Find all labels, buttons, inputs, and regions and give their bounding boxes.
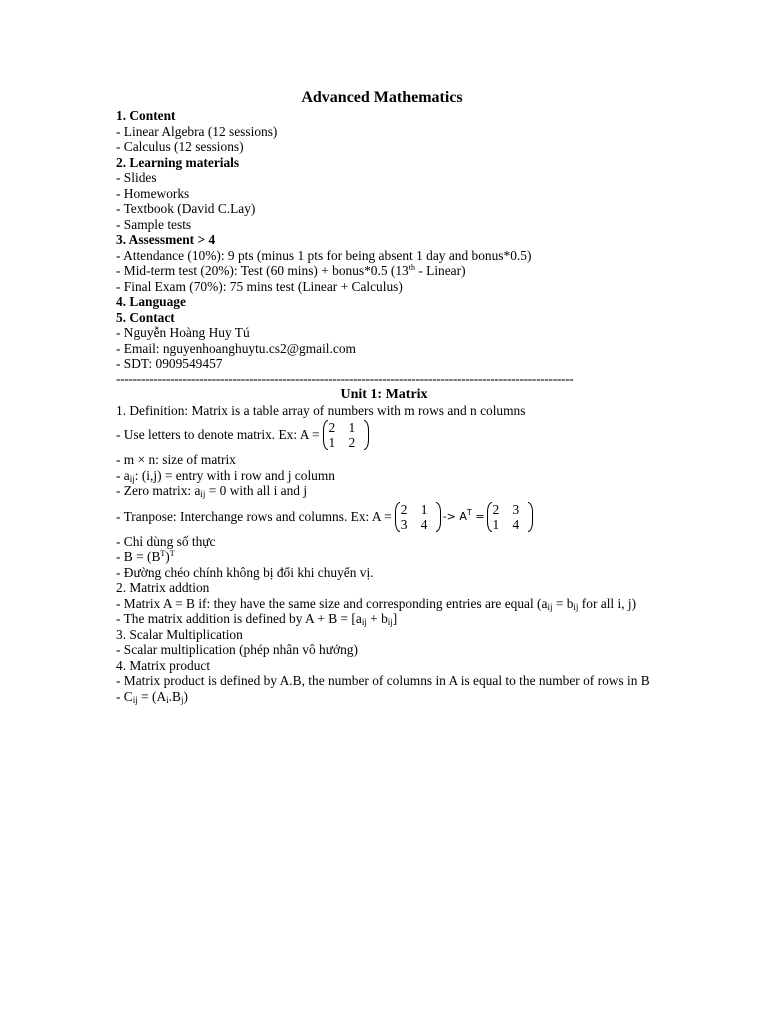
- matrix-entry: 2: [492, 501, 500, 517]
- document-title: Advanced Mathematics: [301, 89, 463, 106]
- text-span: - a: [116, 467, 130, 483]
- text-span: = b: [552, 595, 574, 611]
- matrix-entry: 2: [400, 501, 408, 517]
- text-span: - Zero matrix: a: [116, 483, 201, 498]
- list-item: [116, 689, 652, 705]
- matrix-entry: 3: [512, 501, 520, 517]
- text-span: ): [183, 688, 188, 704]
- matrix-entry: 1: [420, 501, 428, 517]
- matrix-grid: [492, 502, 528, 532]
- text-span: - C: [116, 688, 133, 704]
- text-span: ]: [392, 611, 398, 626]
- subscript: ij: [129, 473, 135, 484]
- right-paren: [528, 502, 533, 532]
- section-contact-heading: 5. Contact: [116, 309, 175, 325]
- subsection-heading: 2. Matrix addtion: [116, 580, 210, 595]
- matrix-example-line: [116, 420, 652, 450]
- superscript: T: [466, 507, 472, 517]
- matrix-entry: 4: [512, 516, 520, 532]
- text-span: .B: [168, 688, 181, 704]
- list-item: - Slides: [116, 170, 157, 185]
- matrix-entry: 3: [400, 516, 408, 532]
- list-item: - Sample tests: [116, 216, 192, 232]
- matrix-t1: [395, 502, 441, 532]
- transpose-line: [116, 502, 652, 532]
- list-item: - Final Exam (70%): 75 mins test (Linear + Calculus): [116, 278, 403, 294]
- unit-heading: Unit 1: Matrix: [340, 386, 428, 402]
- subscript: ij: [361, 617, 367, 627]
- definition-text: 1. Definition: Matrix is a table array of numbers with m rows and n columns: [116, 402, 526, 418]
- text-span: ): [165, 549, 170, 564]
- section-content-heading: 1. Content: [116, 108, 176, 123]
- list-item: [116, 468, 652, 484]
- list-item: - Matrix product is defined by A.B, the number of columns in A is equal to the number of rows in B: [116, 673, 650, 688]
- subscript: ij: [387, 617, 393, 627]
- section-language-heading: 4. Language: [116, 294, 186, 309]
- list-item: - Linear Algebra (12 sessions): [116, 123, 278, 139]
- text-span: = (A: [137, 688, 167, 704]
- matrix-t2: [487, 502, 533, 532]
- matrix-entry: 4: [420, 516, 428, 532]
- list-item: - Calculus (12 sessions): [116, 139, 244, 154]
- text-span: = 0 with all i and j: [205, 483, 308, 498]
- matrix-a: [323, 420, 369, 450]
- section-assessment-heading: 3. Assessment > 4: [116, 232, 216, 247]
- list-item: - Attendance (10%): 9 pts (minus 1 pts for being absent 1 day and bonus*0.5): [116, 247, 532, 263]
- list-item: [116, 263, 652, 279]
- matrix-entry: 1: [348, 420, 356, 435]
- text-span: -> A: [442, 509, 467, 523]
- subscript: j: [180, 694, 184, 705]
- superscript: T: [169, 549, 175, 558]
- list-item: - Scalar multiplication (phép nhân vô hướng): [116, 642, 358, 657]
- matrix-grid: [400, 502, 436, 532]
- right-paren: [436, 502, 441, 532]
- list-item: - Chỉ dùng số thực: [116, 533, 216, 549]
- subscript: ij: [547, 601, 553, 612]
- text-span: =: [475, 509, 485, 523]
- right-paren: [364, 420, 369, 450]
- matrix-entry: 2: [348, 435, 356, 450]
- list-item: - m × n: size of matrix: [116, 452, 236, 467]
- document-page: [116, 88, 652, 704]
- separator-line: --------------------------------------------------------------------------------------------------------------: [116, 371, 574, 386]
- matrix-entry: 1: [492, 516, 500, 532]
- matrix-entry: 2: [328, 420, 336, 435]
- list-item: - Nguyễn Hoàng Huy Tú: [116, 325, 250, 340]
- text-span: - Matrix A = B if: they have the same size and corresponding entries are equal (a: [116, 595, 548, 611]
- superscript: T: [160, 549, 166, 558]
- text-span: + b: [366, 611, 388, 626]
- subsection-heading: 4. Matrix product: [116, 657, 211, 673]
- subscript: ij: [573, 601, 579, 612]
- list-item: [116, 596, 652, 612]
- list-item: [116, 549, 652, 565]
- superscript: th: [408, 263, 415, 272]
- matrix-entry: 1: [328, 435, 336, 450]
- text-span: for all i, j): [578, 595, 637, 611]
- text-span: - Tranpose: Interchange rows and columns. Ex: A =: [116, 508, 392, 524]
- list-item: - Homeworks: [116, 185, 190, 201]
- list-item: - Đường chéo chính không bị đổi khi chuyển vị.: [116, 564, 374, 580]
- list-item: - SDT: 0909549457: [116, 356, 223, 371]
- list-item: [116, 611, 652, 627]
- text-span: - The matrix addition is defined by A + B = [a: [116, 611, 362, 626]
- text-span: - Use letters to denote matrix. Ex: A =: [116, 427, 320, 443]
- matrix-grid: [328, 420, 364, 450]
- list-item: - Textbook (David C.Lay): [116, 201, 256, 216]
- list-item: [116, 483, 652, 499]
- subscript: ij: [200, 489, 206, 499]
- transpose-arrow: [443, 509, 485, 525]
- section-materials-heading: 2. Learning materials: [116, 154, 240, 170]
- text-span: : (i,j) = entry with i row and j column: [134, 467, 335, 483]
- subscript: i: [166, 694, 169, 705]
- text-span: - Linear): [414, 263, 466, 278]
- subscript: ij: [132, 694, 138, 705]
- subsection-heading: 3. Scalar Multiplication: [116, 626, 243, 642]
- text-span: - Mid-term test (20%): Test (60 mins) + bonus*0.5 (13: [116, 263, 409, 278]
- list-item: - Email: nguyenhoanghuytu.cs2@gmail.com: [116, 340, 356, 356]
- text-span: - B = (B: [116, 549, 161, 564]
